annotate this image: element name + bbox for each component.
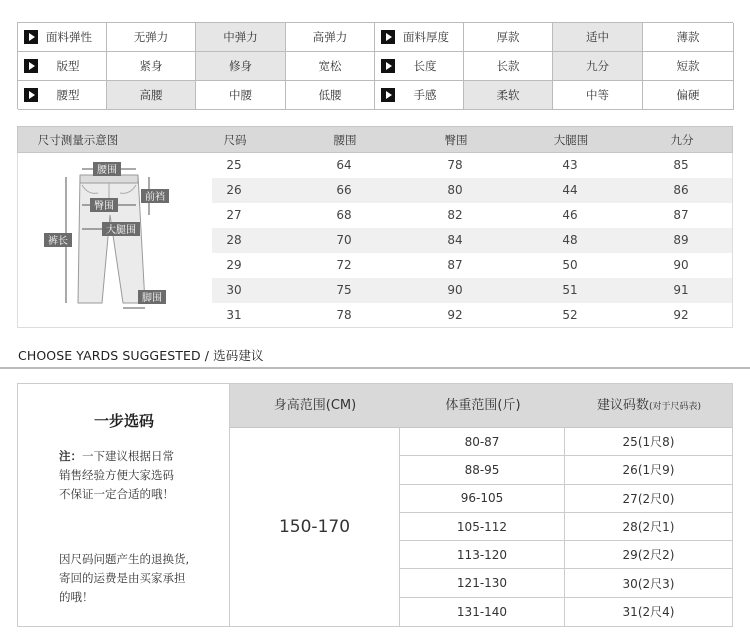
header-weight: 体重范围(斤)	[445, 398, 521, 413]
size-cell: 89	[673, 233, 689, 247]
size-cell: 50	[562, 258, 578, 272]
label-hem: 脚围	[142, 293, 162, 304]
attribute-label-text: 腰型	[56, 88, 80, 102]
weight-range-cell: 88-95	[400, 456, 565, 483]
header-thigh: 大腿围	[553, 133, 589, 147]
note-label: 注：	[59, 449, 82, 463]
recommendation-row	[400, 428, 732, 456]
size-cell: 91	[673, 283, 689, 297]
weight-range-cell: 121-130	[400, 569, 565, 596]
header-waist: 腰围	[333, 133, 357, 147]
suggested-size-cell: 29(2尺2)	[622, 548, 675, 563]
size-cell: 78	[447, 158, 463, 172]
size-chart	[17, 126, 733, 328]
attribute-option: 柔软	[464, 81, 553, 110]
attribute-option: 适中	[553, 23, 643, 52]
recommendation-notes	[18, 384, 230, 626]
section-divider	[0, 367, 750, 369]
attribute-option: 修身	[196, 52, 286, 81]
height-range: 150-170	[230, 428, 400, 626]
attribute-option: 紧身	[107, 52, 196, 81]
note2-line: 因尺码问题产生的退换货,	[59, 552, 190, 566]
suggested-size-cell: 25(1尺8)	[622, 435, 675, 450]
play-arrow-icon	[381, 59, 395, 73]
size-cell: 43	[562, 158, 578, 172]
size-row	[212, 228, 733, 253]
size-cell: 87	[673, 208, 689, 222]
weight-range-cell: 80-87	[400, 428, 565, 455]
play-arrow-icon	[381, 30, 395, 44]
suggested-size-cell: 27(2尺0)	[622, 491, 675, 506]
size-cell: 78	[336, 308, 352, 322]
size-cell: 92	[673, 308, 689, 322]
note1-line: 一下建议根据日常	[82, 449, 174, 463]
attribute-option: 宽松	[286, 52, 375, 81]
weight-range-cell: 96-105	[400, 485, 565, 512]
attribute-option: 短款	[643, 52, 734, 81]
size-row	[212, 278, 733, 303]
suggested-size-cell: 26(1尺9)	[622, 463, 675, 478]
size-cell: 85	[673, 158, 689, 172]
play-arrow-icon	[24, 88, 38, 102]
size-cell: 46	[562, 208, 578, 222]
size-cell: 31	[226, 308, 242, 322]
section-title: CHOOSE YARDS SUGGESTED / 选码建议	[18, 348, 264, 363]
recommendation-note-1	[59, 447, 209, 504]
attribute-table	[17, 22, 733, 109]
label-thigh: 大腿围	[106, 225, 136, 236]
label-length: 裤长	[48, 236, 68, 247]
attribute-label	[375, 81, 464, 110]
label-hip: 臀围	[94, 201, 114, 212]
size-cell: 52	[562, 308, 578, 322]
size-cell: 70	[336, 233, 352, 247]
note2-line: 寄回的运费是由买家承担	[59, 571, 186, 585]
size-cell: 25	[226, 158, 242, 172]
attribute-label-text: 长度	[413, 59, 437, 73]
size-row	[212, 253, 733, 278]
pants-measurement-diagram	[17, 153, 212, 328]
recommendation-row	[400, 598, 732, 626]
play-arrow-icon	[24, 30, 38, 44]
play-arrow-icon	[24, 59, 38, 73]
label-rise: 前裆	[145, 192, 165, 203]
header-diagram: 尺寸测量示意图	[37, 133, 119, 147]
recommendation-row	[400, 456, 732, 484]
size-cell: 26	[226, 183, 242, 197]
size-cell: 66	[336, 183, 352, 197]
attribute-option: 高腰	[107, 81, 196, 110]
attribute-label	[375, 52, 464, 81]
attribute-label-text: 版型	[56, 59, 80, 73]
weight-range-cell: 113-120	[400, 541, 565, 568]
size-cell: 29	[226, 258, 242, 272]
note1-line: 销售经验方便大家选码	[59, 468, 174, 482]
size-cell: 80	[447, 183, 463, 197]
size-cell: 68	[336, 208, 352, 222]
attribute-label	[18, 52, 107, 81]
attribute-option: 长款	[464, 52, 553, 81]
attribute-option: 九分	[553, 52, 643, 81]
recommendation-header	[230, 384, 732, 428]
size-cell: 51	[562, 283, 578, 297]
size-cell: 28	[226, 233, 242, 247]
pants-illustration	[18, 153, 213, 328]
size-cell: 44	[562, 183, 578, 197]
recommendation-row	[400, 513, 732, 541]
size-cell: 90	[673, 258, 689, 272]
attribute-label-text: 手感	[413, 88, 437, 102]
recommendation-row	[400, 569, 732, 597]
note1-line: 不保证一定合适的哦！	[59, 487, 174, 501]
recommendation-note-2	[59, 550, 209, 607]
weight-range-cell: 131-140	[400, 598, 565, 626]
attribute-option: 中等	[553, 81, 643, 110]
size-cell: 87	[447, 258, 463, 272]
size-cell: 86	[673, 183, 689, 197]
weight-range-cell: 105-112	[400, 513, 565, 540]
recommendation-rows	[400, 428, 732, 626]
attribute-label	[18, 23, 107, 52]
size-cell: 90	[447, 283, 463, 297]
attribute-label	[18, 81, 107, 110]
attribute-option: 中弹力	[196, 23, 286, 52]
size-cell: 72	[336, 258, 352, 272]
size-cell: 27	[226, 208, 242, 222]
attribute-option: 薄款	[643, 23, 734, 52]
size-cell: 30	[226, 283, 242, 297]
note2-line: 的哦！	[59, 590, 94, 604]
size-cell: 75	[336, 283, 352, 297]
attribute-label-text: 面料厚度	[403, 30, 449, 44]
header-hip: 臀围	[444, 133, 468, 147]
attribute-option: 中腰	[196, 81, 286, 110]
label-waist: 腰围	[97, 165, 117, 176]
size-chart-header	[17, 126, 733, 153]
size-row	[212, 153, 733, 178]
recommendation-heading: 一步选码	[93, 412, 154, 430]
attribute-option: 高弹力	[286, 23, 375, 52]
header-length: 九分	[670, 133, 694, 147]
size-row	[212, 178, 733, 203]
size-cell: 48	[562, 233, 578, 247]
suggested-size-cell: 31(2尺4)	[622, 605, 675, 620]
size-chart-body	[212, 153, 733, 328]
play-arrow-icon	[381, 88, 395, 102]
header-size: 尺码	[223, 133, 247, 147]
suggested-size-cell: 28(2尺1)	[622, 520, 675, 535]
suggested-size-cell: 30(2尺3)	[622, 576, 675, 591]
recommendation-row	[400, 485, 732, 513]
size-recommendation-table	[17, 383, 733, 627]
attribute-option: 偏硬	[643, 81, 734, 110]
header-size-note: (对于尺码表)	[648, 402, 702, 412]
attribute-option: 厚款	[464, 23, 553, 52]
header-size-label: 建议码数	[596, 398, 649, 413]
size-cell: 64	[336, 158, 352, 172]
size-cell: 84	[447, 233, 463, 247]
size-row	[212, 303, 733, 328]
attribute-label-text: 面料弹性	[46, 30, 92, 44]
attribute-option: 低腰	[286, 81, 375, 110]
attribute-label	[375, 23, 464, 52]
header-height: 身高范围(CM)	[273, 398, 357, 413]
recommendation-row	[400, 541, 732, 569]
header-size-suggestion	[597, 384, 701, 429]
size-cell: 82	[447, 208, 463, 222]
size-row	[212, 203, 733, 228]
attribute-option: 无弹力	[107, 23, 196, 52]
size-cell: 92	[447, 308, 463, 322]
